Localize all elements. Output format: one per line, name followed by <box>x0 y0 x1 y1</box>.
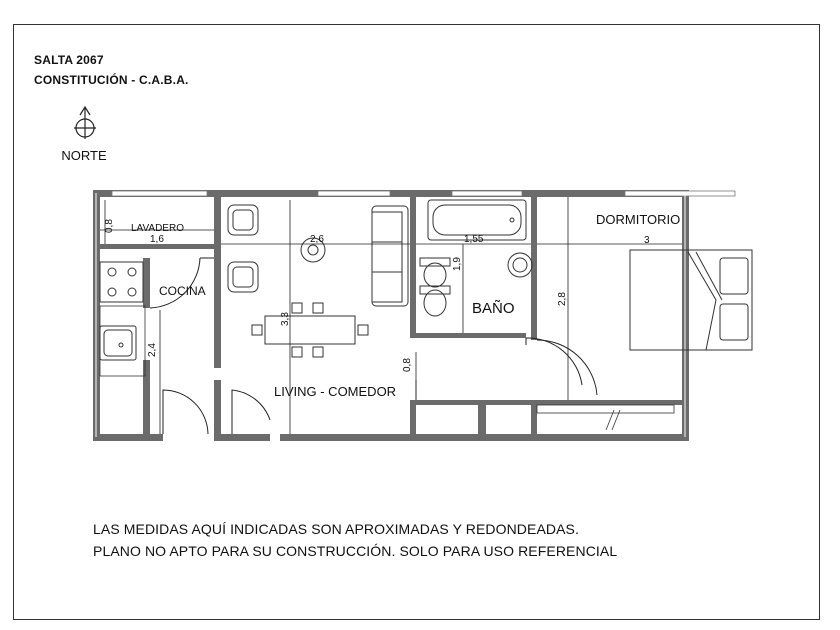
cocina-door <box>150 258 200 308</box>
north-arrow-icon <box>74 107 96 139</box>
room-label-cocina: COCINA <box>159 284 206 298</box>
armchair-icon-1 <box>228 205 258 235</box>
dim-bano-height: 1,9 <box>452 257 463 271</box>
sofa-icon <box>372 206 408 306</box>
dim-living-width: 2,6 <box>310 234 324 245</box>
sink-icon <box>100 326 136 360</box>
dim-bano-width: 1,55 <box>464 234 484 245</box>
compass-label: NORTE <box>61 148 107 163</box>
washbasin-icon <box>508 253 532 277</box>
bidet-icon <box>420 258 450 287</box>
room-label-lavadero: LAVADERO <box>131 223 184 234</box>
dorm-door <box>537 340 597 395</box>
room-label-bano: BAÑO <box>472 300 515 317</box>
toilet-icon <box>420 286 450 316</box>
bano-door <box>526 338 582 385</box>
dim-dorm-width: 3 <box>644 235 650 246</box>
dim-lavadero-width: 1,6 <box>150 234 164 245</box>
room-label-dormitorio: DORMITORIO <box>596 212 681 227</box>
dim-lavadero-height: 0,8 <box>104 219 115 233</box>
dorm-balcony <box>537 405 674 430</box>
disclaimer-line-1: LAS MEDIDAS AQUÍ INDICADAS SON APROXIMADAS Y REDONDEADAS. <box>93 521 579 537</box>
kitchen-counter <box>100 306 145 376</box>
dining-table-icon <box>252 303 368 357</box>
address-title: SALTA 2067 <box>34 53 104 67</box>
dim-cocina-height: 2,4 <box>147 343 158 357</box>
bed-icon <box>630 250 752 350</box>
dim-living-height: 3,3 <box>280 312 291 326</box>
location-title: CONSTITUCIÓN - C.A.B.A. <box>34 73 189 87</box>
dim-passage: 0,8 <box>402 358 413 372</box>
armchair-icon-2 <box>228 262 258 292</box>
entry-door-living <box>232 390 270 434</box>
dim-dorm-height: 2,8 <box>557 292 568 306</box>
room-label-living: LIVING - COMEDOR <box>274 384 397 399</box>
stove-icon <box>100 262 143 302</box>
disclaimer-line-2: PLANO NO APTO PARA SU CONSTRUCCIÓN. SOLO PARA USO REFERENCIAL <box>93 543 618 559</box>
entry-door-cocina <box>163 390 208 434</box>
